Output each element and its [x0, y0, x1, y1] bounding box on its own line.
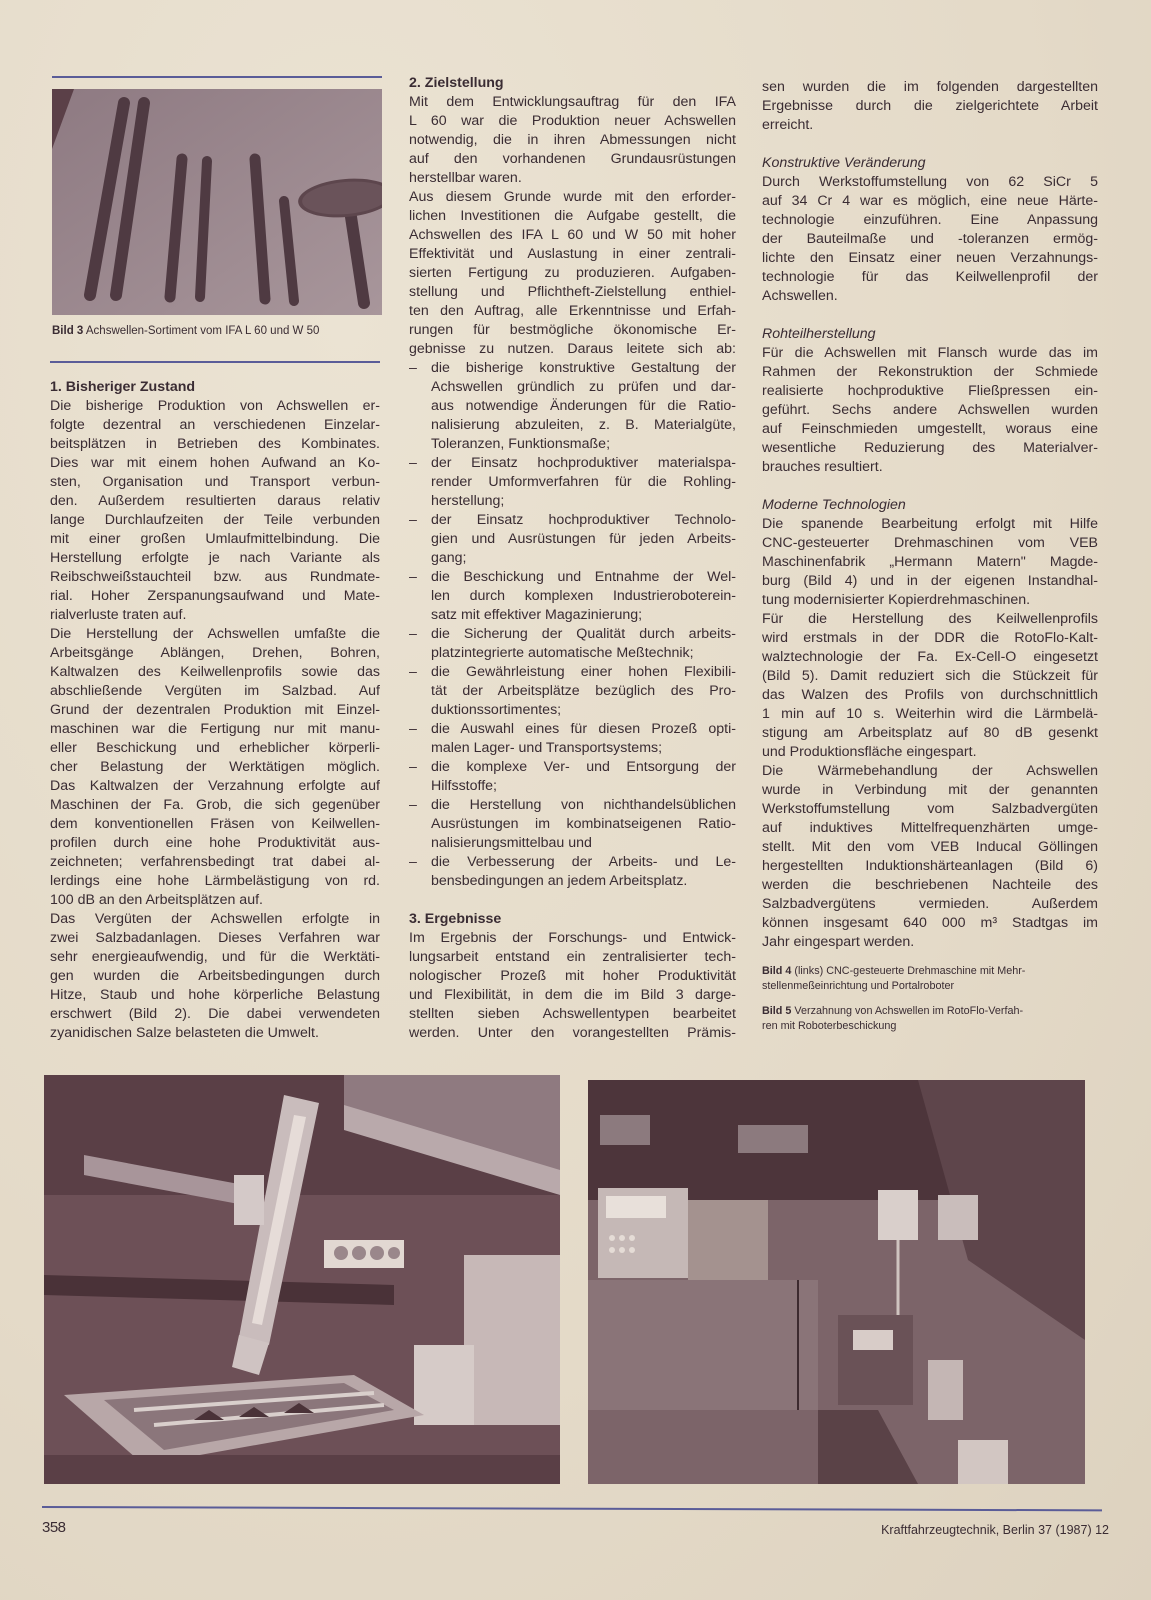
bullet-line: die Auswahl eines für diesen Prozeß opti- [431, 721, 736, 737]
section1-line: gen wurden die Arbeitsbedingungen durch [50, 968, 380, 984]
section1-line: 100 dB an den Arbeitsplätzen auf. [50, 892, 263, 908]
figure5-photo [588, 1080, 1085, 1484]
moderne-line: und Produktionsfläche eingespart. [762, 744, 977, 760]
moderne-line: CNC-gesteuerter Drehmaschinen vom VEB [762, 535, 1098, 551]
section1-line: profilen durch eine hohe Produktivität aus- [50, 835, 380, 851]
moderne-line: werden die beschriebenen Nachteile des [762, 877, 1098, 893]
rohteil-line: Für die Achswellen mit Flansch wurde das im [762, 345, 1098, 361]
spacer [409, 891, 736, 910]
figure4-label: Bild 4 [762, 965, 792, 977]
column-1 [50, 378, 380, 1043]
bullet-line: malen Lager- und Transportsystems; [431, 740, 663, 756]
konstruktive-line: lichte den Einsatz einer neuen Verzahnungs- [762, 250, 1098, 266]
konstruktive-line: auf 34 Cr 4 war es möglich, eine neue Härte- [762, 193, 1098, 209]
spacer [762, 135, 1098, 154]
section1-line: Hitze, Staub und hohe körperliche Belastung [50, 987, 380, 1003]
rohteil-body [762, 344, 1098, 477]
figure4-caption [762, 964, 1098, 994]
bullet-item [409, 853, 736, 891]
spacer [762, 306, 1098, 325]
moderne-line: Jahr eingespart werden. [762, 934, 915, 950]
bullet-line: platzintegrierte automatische Meßtechnik; [431, 645, 694, 661]
rohteil-line: realisierte hochproduktive Fließpressen ein- [762, 383, 1098, 399]
section3-heading: 3. Ergebnisse [409, 911, 502, 927]
moderne-line: wurde in Verbindung mit der genannten [762, 782, 1098, 798]
bullet-line: die Gewährleistung einer hohen Flexibili- [431, 664, 736, 680]
bullet-line: herstellung; [431, 493, 505, 509]
bullet-item [409, 663, 736, 720]
section1-line: den. Außerdem resultierten daraus relativ [50, 493, 380, 509]
rohteil-line: Rahmen der Rekonstruktion der Schmiede [762, 364, 1098, 380]
top-rule-left [52, 76, 382, 78]
bullet-item [409, 758, 736, 796]
rule-below-figure3 [50, 361, 380, 363]
bullet-line: bensbedingungen an jedem Arbeitsplatz. [431, 873, 688, 889]
section3-line: stellten sieben Achswellentypen bearbeitet [409, 1006, 736, 1022]
page-number: 358 [42, 1519, 66, 1536]
section1-line: eller Beschickung und erheblicher körperli- [50, 740, 380, 756]
section1-line: Reibschweißstauchteil bzw. aus Rundmate- [50, 569, 380, 585]
bullet-line: satz mit effektiver Magazinierung; [431, 607, 643, 623]
bullet-dash-icon: – [409, 360, 417, 376]
figure5-caption-line-1 [762, 1004, 1098, 1019]
bullet-dash-icon: – [409, 626, 417, 642]
section1-line: Das Vergüten der Achswellen erfolgte in [50, 911, 380, 927]
bullet-line: Ausrüstungen im kombinatseigenen Ratio- [431, 816, 736, 832]
cnc-machine-robot-image [44, 1075, 560, 1484]
section1-line: cher Belastung der Werktätigen möglich. [50, 759, 380, 775]
section3-body [409, 929, 736, 1043]
section1-line: zyanidischen Salze belasteten die Umwelt. [50, 1025, 319, 1041]
bullet-line: aus notwendige Änderungen für die Ratio- [431, 398, 736, 414]
section2-intro-line: herstellbar waren. [409, 170, 522, 186]
moderne-line: burg (Bild 4) und in der eigenen Instandhal- [762, 573, 1098, 589]
section2-intro-line: gebnisse zu nutzen. Daraus leitete sich ab: [409, 341, 736, 357]
bullet-dash-icon: – [409, 721, 417, 737]
bullet-line: die Beschickung und Entnahme der Wel- [431, 569, 736, 585]
moderne-line: das Walzen des Profils von durchschnittlich [762, 687, 1098, 703]
spacer [762, 477, 1098, 496]
subheading-rohteil: Rohteilherstellung [762, 326, 876, 342]
moderne-line: (Bild 5). Damit reduziert sich die Stückzeit für [762, 668, 1098, 684]
section1-line: Die bisherige Produktion von Achswellen er- [50, 398, 380, 414]
moderne-line: können insgesamt 640 000 m³ Stadtgas im [762, 915, 1098, 931]
moderne-line: Salzbadvergütens vermieden. Außerdem [762, 896, 1098, 912]
bullet-line: nalisierung abzuleiten, z. B. Materialgüte, [431, 417, 736, 433]
section1-line: Kaltwalzen des Keilwellenprofils sowie das [50, 664, 380, 680]
konstruktive-line: technologie für das Keilwellenprofil der [762, 269, 1098, 285]
konstruktive-line: Durch Werkstoffumstellung von 62 SiCr 5 [762, 174, 1098, 190]
bullet-line: tät der Arbeitsplätze bezüglich des Pro- [431, 683, 736, 699]
section1-line: Dies war mit einem hohen Aufwand an Ko- [50, 455, 380, 471]
figure5-caption-line-2: ren mit Roboterbeschickung [762, 1020, 897, 1032]
section1-line: folgte dezentral an verschiedenen Einzelar- [50, 417, 380, 433]
moderne-line: walztechnologie der Fa. Ex-Cell-O eingesetzt [762, 649, 1098, 665]
bullet-line: duktionssortimentes; [431, 702, 562, 718]
section1-line: beitsplätzen in Betrieben des Kombinates. [50, 436, 380, 452]
moderne-line: stigung am Arbeitsplatz auf 80 dB gesenkt [762, 725, 1098, 741]
bullet-dash-icon: – [409, 569, 417, 585]
moderne-line: Die spanende Bearbeitung erfolgt mit Hilfe [762, 516, 1098, 532]
bullet-dash-icon: – [409, 664, 417, 680]
figure5-label: Bild 5 [762, 1005, 792, 1017]
section2-intro-line: L 60 war die Produktion neuer Achswellen [409, 113, 736, 129]
bullet-line: len durch komplexen Industrieroboterein- [431, 588, 736, 604]
figure3-label: Bild 3 [52, 325, 84, 337]
section1-line: erschwert (Bild 2). Die dabei verwendeten [50, 1006, 380, 1022]
column-2 [409, 74, 736, 1043]
bullet-line: die komplexe Ver- und Entsorgung der [431, 759, 736, 775]
konstruktive-body [762, 173, 1098, 306]
col3-intro-line: Ergebnisse durch die zielgerichtete Arbeit [762, 98, 1098, 114]
moderne-line: wird erstmals in der DDR die RotoFlo-Kalt- [762, 630, 1098, 646]
bullet-line: der Einsatz hochproduktiver Technolo- [431, 512, 736, 528]
figure4-caption-line-2: stellenmeßeinrichtung und Portalroboter [762, 980, 955, 992]
bullet-line: die Sicherung der Qualität durch arbeits- [431, 626, 736, 642]
subheading-moderne: Moderne Technologien [762, 497, 906, 513]
section2-intro-line: notwendig, die in ihren Abmessungen nicht [409, 132, 736, 148]
figure4-photo [44, 1075, 560, 1484]
section1-heading: 1. Bisheriger Zustand [50, 379, 196, 395]
section1-line: Arbeitsgänge Ablängen, Drehen, Bohren, [50, 645, 380, 661]
rohteil-line: geführt. Sechs andere Achswellen wurden [762, 402, 1098, 418]
section1-line: sehr energieaufwendig, und für die Werktäti- [50, 949, 380, 965]
bullet-line: Toleranzen, Funktionsmaße; [431, 436, 611, 452]
section1-line: lange Durchlaufzeiten der Teile verbunden [50, 512, 380, 528]
moderne-body [762, 515, 1098, 952]
section1-line: Maschinen der Fa. Grob, die sich gegenüber [50, 797, 380, 813]
bullet-line: die bisherige konstruktive Gestaltung der [431, 360, 736, 376]
moderne-line: Werkstoffumstellung vom Salzbadvergüten [762, 801, 1098, 817]
bullet-item [409, 454, 736, 511]
section2-intro-line: ten den Auftrag, alle Erkenntnisse und Erfah- [409, 303, 736, 319]
column-3 [762, 78, 1098, 952]
bullet-item [409, 511, 736, 568]
rohteil-line: wesentliche Reduzierung des Materialver- [762, 440, 1098, 456]
section1-line: Grund der dezentralen Produktion mit Einzel- [50, 702, 380, 718]
section1-line: zwei Salzbadanlagen. Dieses Verfahren war [50, 930, 380, 946]
section2-intro-line: Achswellen des IFA L 60 und W 50 mit hoher [409, 227, 736, 243]
section2-intro-line: Mit dem Entwicklungsauftrag für den IFA [409, 94, 736, 110]
bullet-dash-icon: – [409, 455, 417, 471]
figure4-caption-text-1: (links) CNC-gesteuerte Drehmaschine mit Mehr- [794, 965, 1026, 977]
section2-intro-line: stellung und Pflichtheft-Zielstellung enthiel- [409, 284, 736, 300]
section2-intro-line: Effektivität und Auslastung in einer zentrali- [409, 246, 736, 262]
axle-shafts-image [52, 89, 382, 315]
moderne-line: Maschinenfabrik „Hermann Matern" Magde- [762, 554, 1098, 570]
bullet-line: nalisierungsmittelbau und [431, 835, 592, 851]
bullet-dash-icon: – [409, 854, 417, 870]
bullet-line: render Umformverfahren für die Rohling- [431, 474, 736, 490]
section1-line: Herstellung erfolgte je nach Variante als [50, 550, 380, 566]
rotoflo-machine-image [588, 1080, 1085, 1484]
section3-line: werden. Unter den vorangestellten Prämis- [409, 1025, 736, 1041]
figure5-caption [762, 1004, 1098, 1034]
publication-info: Kraftfahrzeugtechnik, Berlin 37 (1987) 12 [881, 1523, 1109, 1537]
bullet-line: die Herstellung von nichthandelsüblichen [431, 797, 736, 813]
rohteil-line: auf Feinschmieden umgestellt, woraus eine [762, 421, 1098, 437]
section1-line: rial. Hoher Zerspanungsaufwand und Mate- [50, 588, 380, 604]
section2-intro-line: rungen für bestmögliche ökonomische Er- [409, 322, 736, 338]
moderne-line: auf induktives Mittelfrequenzhärten umge- [762, 820, 1098, 836]
figure3-photo [52, 89, 382, 315]
bullet-line: Achswellen gründlich zu prüfen und dar- [431, 379, 736, 395]
rohteil-line: brauches resultiert. [762, 459, 883, 475]
bullet-item [409, 796, 736, 853]
section2-bullets [409, 359, 736, 891]
konstruktive-line: technologie einzuführen. Eine Anpassung [762, 212, 1098, 228]
section2-intro-line: auf den vorhandenen Grundausrüstungen [409, 151, 736, 167]
section3-line: lungsarbeit entstand ein zentralisierter tech- [409, 949, 736, 965]
section3-line: nologischer Prozeß mit hoher Produktivität [409, 968, 736, 984]
section1-line: rialverluste traten auf. [50, 607, 187, 623]
moderne-line: Die Wärmebehandlung der Achswellen [762, 763, 1098, 779]
section1-line: maschinen war die Fertigung nur mit manu- [50, 721, 380, 737]
bullet-dash-icon: – [409, 512, 417, 528]
bullet-item [409, 625, 736, 663]
figure3-caption [52, 324, 319, 339]
bullet-line: gien und Ausrüstungen für jeden Arbeits- [431, 531, 736, 547]
bullet-dash-icon: – [409, 759, 417, 775]
section1-line: abschließende Vergüten im Salzbad. Auf [50, 683, 380, 699]
figure3-caption-text: Achswellen-Sortiment vom IFA L 60 und W 50 [85, 325, 320, 337]
bullet-line: gang; [431, 550, 467, 566]
konstruktive-line: der Bauteilmaße und -toleranzen ermög- [762, 231, 1098, 247]
section1-line: lerdings eine hohe Lärmbelästigung von rd. [50, 873, 380, 889]
figure4-caption-line-1 [762, 964, 1098, 979]
section2-intro-line: sierten Fertigung zu produzieren. Aufgaben- [409, 265, 736, 281]
section1-line: sten, Organisation und Transport verbun- [50, 474, 380, 490]
section1-line: zeichneten; verfahrensbedingt trat dabei al- [50, 854, 380, 870]
bullet-item [409, 720, 736, 758]
section1-body [50, 397, 380, 1043]
section1-line: Das Kaltwalzen der Verzahnung erfolgte auf [50, 778, 380, 794]
section1-line: dem konventionellen Fräsen von Keilwellen- [50, 816, 380, 832]
col3-intro-line: sen wurden die im folgenden dargestellten [762, 79, 1098, 95]
moderne-line: 1 min auf 10 s. Weiterhin wird die Lärmbelä- [762, 706, 1098, 722]
section2-intro-line: lichen Investitionen die Aufgabe gestellt, die [409, 208, 736, 224]
bullet-line: die Verbesserung der Arbeits- und Le- [431, 854, 736, 870]
bullet-line: der Einsatz hochproduktiver materialspa- [431, 455, 736, 471]
bullet-dash-icon: – [409, 797, 417, 813]
moderne-line: tung modernisierter Kopierdrehmaschinen. [762, 592, 1031, 608]
col3-intro-line: erreicht. [762, 117, 814, 133]
konstruktive-line: Achswellen. [762, 288, 838, 304]
section1-line: mit einer großen Umlaufmittelbindung. Die [50, 531, 380, 547]
section1-line: Die Herstellung der Achswellen umfaßte die [50, 626, 380, 642]
moderne-line: Für die Herstellung des Keilwellenprofils [762, 611, 1098, 627]
section2-heading: 2. Zielstellung [409, 75, 504, 91]
bullet-item [409, 568, 736, 625]
bottom-rule [42, 1506, 1102, 1511]
section2-intro-line: Aus diesem Grunde wurde mit den erforder- [409, 189, 736, 205]
section2-intro [409, 93, 736, 359]
section3-line: Im Ergebnis der Forschungs- und Entwick- [409, 930, 736, 946]
section3-line: und Flexibilität, in dem die im Bild 3 darge- [409, 987, 736, 1003]
moderne-line: stellt. Mit den vom VEB Inducal Göllingen [762, 839, 1098, 855]
subheading-konstruktive: Konstruktive Veränderung [762, 155, 926, 171]
figure5-caption-text-1: Verzahnung von Achswellen im RotoFlo-Verfah- [794, 1005, 1024, 1017]
moderne-line: hergestellten Induktionshärteanlagen (Bild 6) [762, 858, 1098, 874]
bullet-item [409, 359, 736, 454]
bullet-line: Hilfsstoffe; [431, 778, 497, 794]
col3-intro [762, 78, 1098, 135]
